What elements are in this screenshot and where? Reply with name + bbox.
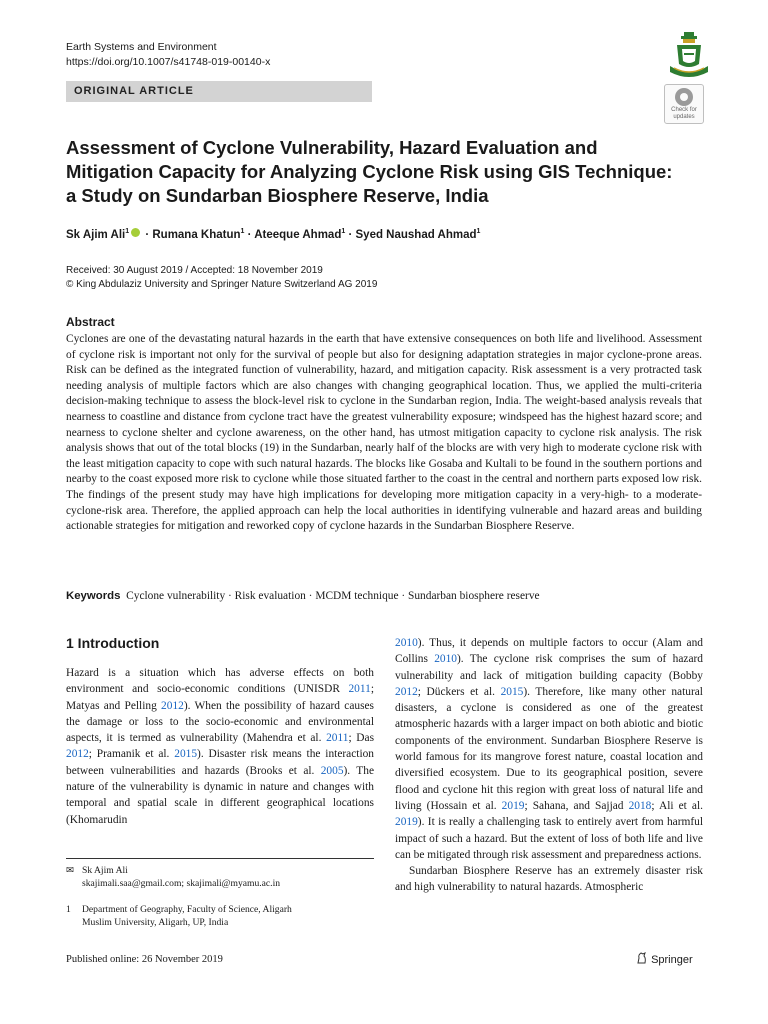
paragraph-text: ). Thus, it depends on multiple factors to occur (Alam and Collins (395, 637, 703, 666)
affiliation-footnote (66, 903, 292, 929)
section-heading-introduction: 1 Introduction (66, 635, 160, 651)
journal-name: Earth Systems and Environment (66, 41, 217, 53)
paragraph-text: ). When the possibility of hazard causes the damage or loss to the socio-economic and environmental aspects, it is termed as vulnerability (Mahendra et al. (66, 699, 374, 745)
intro-right-column (395, 635, 703, 896)
citation-link[interactable]: 2010 (434, 653, 457, 666)
paragraph-text: ; Pramanik et al. (88, 748, 175, 761)
citation-link[interactable]: 2015 (174, 748, 198, 761)
article-dates (66, 264, 377, 292)
citation-link[interactable]: 2012 (161, 699, 184, 712)
affiliation-mark: 1 (66, 904, 71, 915)
keywords-text: Cyclone vulnerability · Risk evaluation · MCDM technique · Sundarban biosphere reserve (126, 590, 540, 602)
paragraph-text: ). The cyclone risk comprises the sum of hazard vulnerability and lack of mitigation building capacity (Bobby (395, 653, 703, 682)
author-name[interactable]: Syed Naushad Ahmad (355, 229, 477, 241)
paragraph-text: ; Ali et al. (651, 799, 703, 812)
paragraph-text: ). Therefore, like many other natural disasters, a cyclone is considered as one of the greatest atmospheric hazards with a larger impact on both abiotic and biotic components of the environment. Sundarban Biosphere Reserve is world famous for its mangrove forest nature, coastal location and diversified ecosystem. Due to its geographical position, severe flood and cyclone hit this region with great loss of natural life and living (Hossain et al. (395, 685, 703, 812)
check-for-updates-button[interactable] (664, 84, 704, 124)
abstract-heading: Abstract (66, 315, 115, 329)
author-name[interactable]: Sk Ajim Ali (66, 229, 126, 241)
corresponding-author-emails[interactable]: skajimali.saa@gmail.com; skajimali@myamu.ac.in (82, 878, 281, 889)
published-date: Published online: 26 November 2019 (66, 954, 223, 965)
publisher-name: Springer (651, 954, 693, 966)
check-updates-label: Check for updates (671, 107, 697, 120)
received-accepted-dates: Received: 30 August 2019 / Accepted: 18 November 2019 (66, 265, 323, 276)
paragraph-text: ). It is really a challenging task to entirely avert from harmful impact of such a hazard. But the extent of loss of both life and live can be mitigated through risk assessment and preparedness actions. (395, 816, 703, 861)
author-list (66, 228, 480, 241)
citation-link[interactable]: 2011 (348, 683, 371, 696)
doi-link[interactable]: https://doi.org/10.1007/s41748-019-00140-x (66, 56, 271, 68)
intro-paragraph (395, 635, 703, 863)
author-separator: · (244, 229, 255, 241)
citation-link[interactable]: 2010 (395, 637, 418, 649)
intro-paragraph (66, 665, 374, 828)
citation-link[interactable]: 2019 (501, 799, 525, 812)
citation-link[interactable]: 2015 (500, 685, 524, 698)
corresponding-author-footnote (66, 864, 280, 890)
author-affil-mark: 1 (125, 228, 130, 236)
citation-link[interactable]: 2012 (66, 748, 89, 761)
article-title: Assessment of Cyclone Vulnerability, Hazard Evaluation and Mitigation Capacity for Analyzing Cyclone Risk using GIS Technique: a Study on Sundarban Biosphere Reserve, India (66, 137, 673, 206)
citation-link[interactable]: 2012 (395, 685, 418, 698)
article-type-label: ORIGINAL ARTICLE (66, 81, 372, 102)
paragraph-text: ). Disaster risk means the interaction between vulnerabilities and hazards (Brooks et al. (66, 748, 374, 777)
paragraph-text: ; Sahana, and Sajjad (524, 799, 629, 812)
journal-header (66, 40, 270, 70)
citation-link[interactable]: 2019 (395, 816, 418, 829)
author-separator: · (345, 229, 356, 241)
corresponding-author-name: Sk Ajim Ali (82, 865, 128, 876)
author-separator: · (142, 229, 153, 241)
intro-left-column (66, 665, 374, 828)
keywords-line (66, 590, 540, 602)
update-icon (675, 88, 693, 106)
paragraph-text: ; Das (348, 732, 374, 745)
orcid-icon[interactable] (131, 228, 140, 237)
author-affil-mark: 1 (341, 228, 346, 236)
paragraph-text: ). The nature of the vulnerability is dynamic in nature and changes with temporal and spatial scale in different geographical locations (Khomarudin (66, 764, 375, 826)
citation-link[interactable]: 2018 (628, 799, 652, 812)
citation-link[interactable]: 2005 (320, 764, 344, 777)
keywords-label: Keywords (66, 590, 121, 602)
footnote-divider (66, 858, 374, 859)
paragraph-text: ; Matyas and Pelling (66, 683, 374, 712)
copyright-line: © King Abdulaziz University and Springer Nature Switzerland AG 2019 (66, 279, 378, 290)
author-affil-mark: 1 (476, 228, 481, 236)
affiliation-line: Muslim University, Aligarh, UP, India (82, 917, 229, 928)
envelope-icon: ✉ (66, 865, 75, 876)
abstract-text: Cyclones are one of the devastating natural hazards in the earth that have extensive consequences on both life and livelihood. Assessment of cyclone risk is important not only for the survival of people but also for designing adaptation strategies in major cyclone-prone areas. Risk can be defined as the integrated function of vulnerability, hazard, and mitigation capacity. Risk assessment is a very protracted task needing analysis of multiple factors which are also changes with changing geographical location. Thus, we applied the multi-criteria decision-making technique to assess the block-level risk to cyclone in the Sundarban region, India. The weight-based analysis reveals that nearness to coastline and distance from cyclone tract have the greatest vulnerability exposure; windspeed has the highest hazard score; and nearness to cyclone shelter and cyclone awareness, on the other hand, has utmost mitigation capacity to cyclone risk analysis. The risk analysis shows that out of the total blocks (19) in the Sundarban, nearly half of the blocks are with very high to moderate cyclone risk with the least mitigation capacity to cope with such natural hazards. The blocks like Gosaba and Kultali to be found in the southern portions and nearby to the coast exposed more risk to cyclone while those situated farther to the coast in the central and northern parts exposed low risk. The findings of the present study may have high implications for developing more mitigation capacity in a very-high- to a moderate-cyclone-risk area. Therefore, the applied approach can help the local authorities in identifying vulnerable and hazard areas and building actionable strategies for mitigation and reworked copy of cyclone hazards in the Sundarban Biosphere Reserve. (66, 333, 702, 533)
intro-paragraph: Sundarban Biosphere Reserve has an extremely disaster risk and high vulnerability to natural hazards. Atmospheric (395, 865, 703, 894)
publisher-logo (636, 952, 693, 966)
affiliation-line: Department of Geography, Faculty of Science, Aligarh (82, 904, 292, 915)
paragraph-text: ; Dückers et al. (417, 685, 501, 698)
author-name[interactable]: Rumana Khatun (152, 229, 241, 241)
paragraph-text: Hazard is a situation which has adverse effects on both environment and socio-economic conditions (UNISDR (66, 667, 374, 696)
springer-horse-icon (636, 952, 648, 964)
citation-link[interactable]: 2011 (326, 732, 349, 745)
author-name[interactable]: Ateeque Ahmad (254, 229, 342, 241)
journal-logo-icon (664, 30, 714, 82)
author-affil-mark: 1 (240, 228, 245, 236)
